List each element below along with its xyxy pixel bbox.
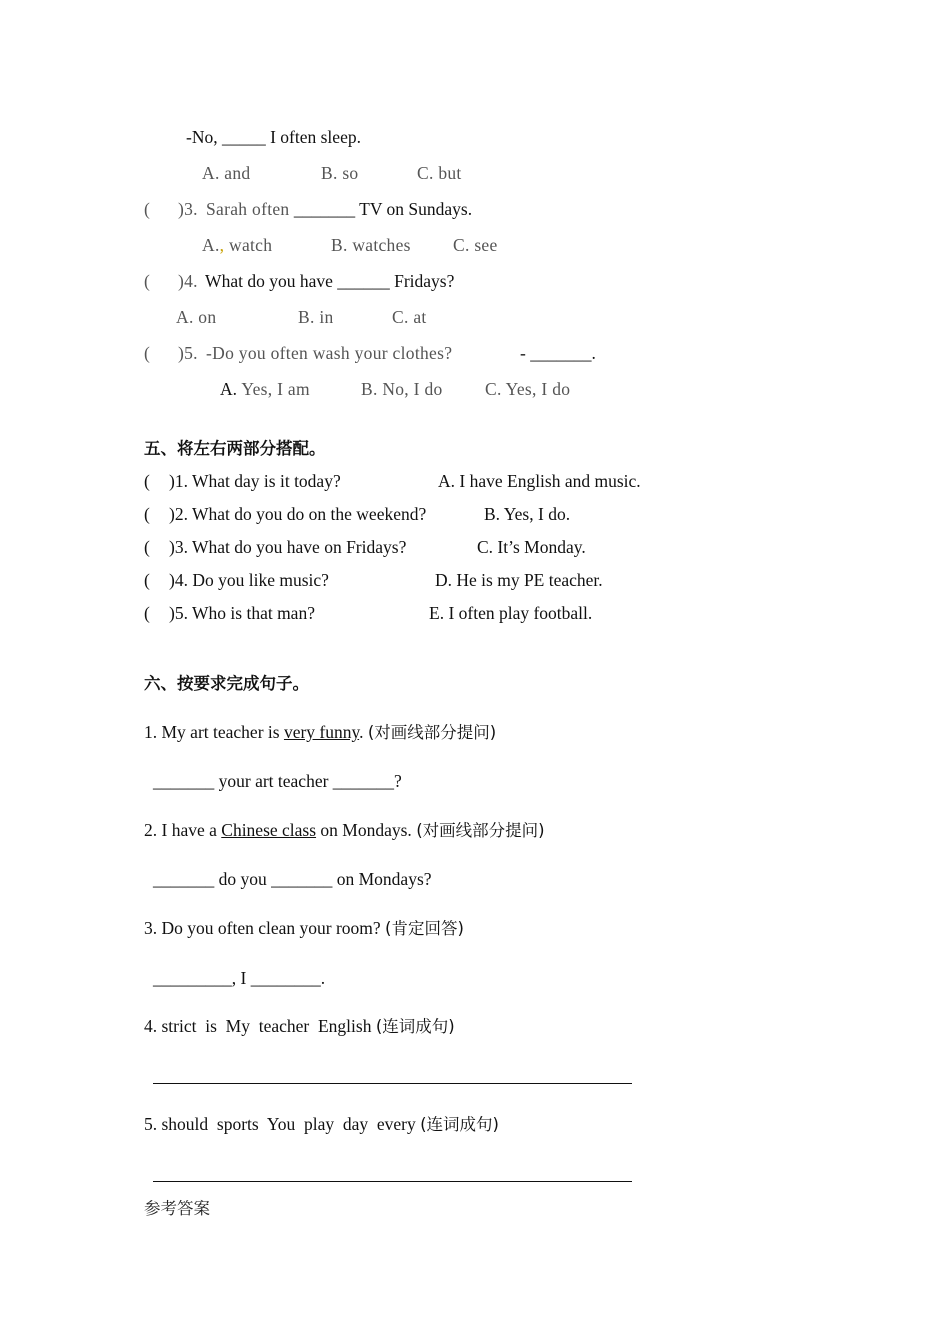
q2-continuation: -No, _____ I often sleep.: [186, 127, 361, 147]
s6-q4-pre: 4. strict is My teacher English: [144, 1016, 376, 1036]
s6-q2-note: (对画线部分提问): [416, 821, 545, 840]
q2-option-b: B. so: [321, 163, 359, 183]
q3-option-a-letter: A.: [202, 235, 220, 255]
q5-stem: -Do you often wash your clothes?: [206, 343, 453, 363]
q5-option-c: C. Yes, I do: [485, 379, 571, 399]
match-row-5-question: )5. Who is that man?: [169, 603, 315, 623]
s6-q5: [144, 1113, 499, 1136]
q5-reply: - _______.: [520, 343, 596, 363]
q4-stem: What do you have ______ Fridays?: [201, 271, 455, 291]
s6-q2: [144, 819, 545, 842]
s6-q3-answer-line: _________, I ________.: [153, 968, 326, 988]
ink-dot: ,: [219, 235, 225, 255]
match-row-1-question: )1. What day is it today?: [169, 471, 341, 491]
s6-q4: [144, 1015, 455, 1038]
match-row-2-question: )2. What do you do on the weekend?: [169, 504, 427, 524]
match-row-2-answer: B. Yes, I do.: [484, 504, 571, 524]
s6-q1-underlined: very funny: [283, 722, 360, 742]
s6-q4-note: (连词成句): [375, 1017, 455, 1036]
q3-option-c: C. see: [453, 235, 498, 255]
q3-number: )3.: [178, 199, 198, 219]
match-row-5-paren: (: [144, 603, 150, 623]
q5-number: )5.: [178, 343, 198, 363]
s6-q5-pre: 5. should sports You play day every: [144, 1114, 421, 1134]
section6-title: 六、按要求完成句子。: [144, 674, 309, 693]
q3-stem: [206, 198, 472, 220]
s6-q2-post: on Mondays.: [316, 820, 417, 840]
s6-q4-answer-rule: [153, 1083, 632, 1084]
q4-option-c: C. at: [392, 307, 427, 327]
match-row-4-answer: D. He is my PE teacher.: [435, 570, 603, 590]
s6-q3: [144, 917, 464, 940]
s6-q5-note: (连词成句): [420, 1115, 499, 1134]
q4-option-b: B. in: [298, 307, 334, 327]
s6-q2-pre: 2. I have a: [144, 820, 222, 840]
q4-option-a: A. on: [176, 307, 217, 327]
match-row-1-paren: (: [144, 471, 150, 491]
q3-option-a: [202, 234, 272, 256]
q2-option-a: A. and: [202, 163, 251, 183]
s6-q1-pre: 1. My art teacher is: [144, 722, 284, 742]
q5-paren: (: [144, 343, 151, 363]
s6-q3-pre: 3. Do you often clean your room?: [144, 918, 386, 938]
s6-q2-underlined: Chinese class: [221, 820, 317, 840]
q3-stem-a: Sarah often: [206, 199, 290, 219]
match-row-3-paren: (: [144, 537, 150, 557]
q3-option-b: B. watches: [331, 235, 411, 255]
match-row-1-answer: A. I have English and music.: [438, 471, 641, 491]
section5-title: 五、将左右两部分搭配。: [144, 439, 326, 458]
match-row-4-question: )4. Do you like music?: [169, 570, 329, 590]
q4-paren: (: [144, 271, 151, 291]
q2-option-c: C. but: [417, 163, 462, 183]
q3-stem-b: _______ TV on Sundays.: [289, 199, 473, 219]
q5-option-a: [220, 378, 310, 400]
q5-option-a-letter: A.: [220, 379, 238, 399]
s6-q5-answer-rule: [153, 1181, 632, 1182]
q3-option-a-text: watch: [229, 235, 273, 255]
match-row-3-question: )3. What do you have on Fridays?: [169, 537, 407, 557]
s6-q1-post: .: [359, 722, 368, 742]
s6-q3-note: (肯定回答): [385, 919, 464, 938]
match-row-2-paren: (: [144, 504, 150, 524]
match-row-4-paren: (: [144, 570, 150, 590]
s6-q1: [144, 721, 496, 744]
s6-q2-answer-line: _______ do you _______ on Mondays?: [153, 869, 432, 889]
s6-q1-answer-line: _______ your art teacher _______?: [153, 771, 402, 791]
match-row-3-answer: C. It’s Monday.: [477, 537, 586, 557]
q3-paren: (: [144, 199, 151, 219]
answer-key-title: 参考答案: [144, 1199, 210, 1218]
q5-option-a-text: Yes, I am: [241, 379, 310, 399]
s6-q1-note: (对画线部分提问): [367, 723, 497, 742]
match-row-5-answer: E. I often play football.: [429, 603, 593, 623]
q5-option-b: B. No, I do: [361, 379, 443, 399]
q4-number: )4.: [178, 271, 198, 291]
